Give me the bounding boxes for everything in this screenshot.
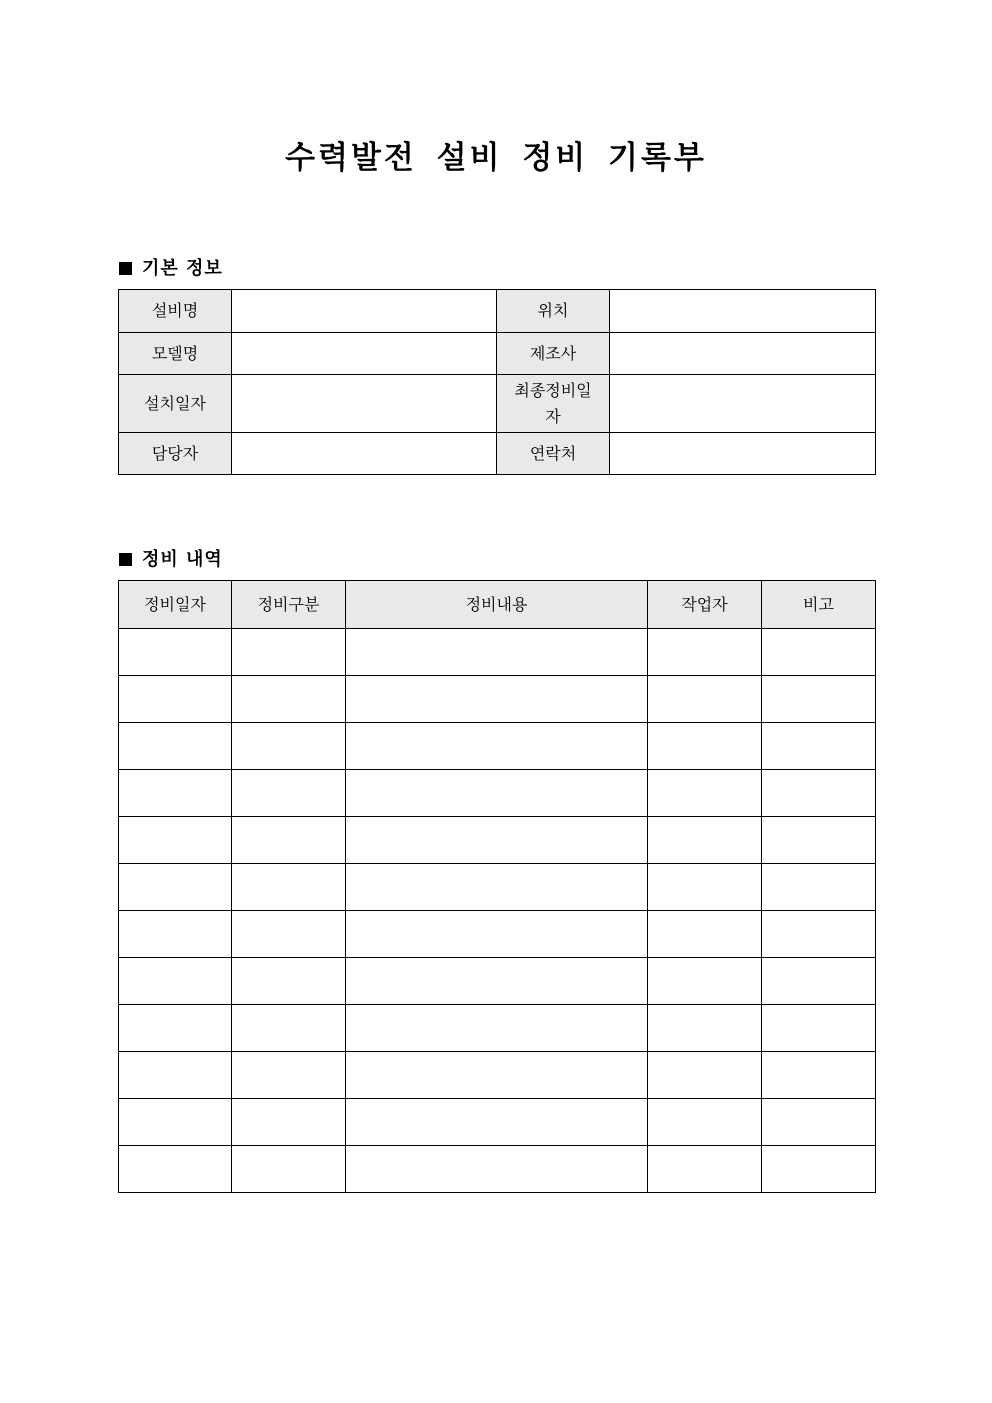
maintenance-records-table	[118, 580, 876, 1193]
details-cell[interactable]	[346, 676, 648, 723]
date-cell[interactable]	[119, 911, 232, 958]
label-model-name: 모델명	[119, 333, 232, 375]
worker-cell[interactable]	[648, 864, 762, 911]
type-cell[interactable]	[232, 817, 346, 864]
date-cell[interactable]	[119, 770, 232, 817]
table-row	[119, 333, 876, 375]
label-last-maintenance-date: 최종정비일자	[497, 375, 610, 433]
label-equipment-name: 설비명	[119, 290, 232, 333]
date-cell[interactable]	[119, 629, 232, 676]
date-cell[interactable]	[119, 723, 232, 770]
column-header-date: 정비일자	[119, 581, 232, 629]
basic-info-heading	[119, 254, 223, 280]
remarks-cell[interactable]	[762, 958, 876, 1005]
label-install-date: 설치일자	[119, 375, 232, 433]
contact-field[interactable]	[610, 433, 876, 475]
table-row	[119, 864, 876, 911]
date-cell[interactable]	[119, 1052, 232, 1099]
date-cell[interactable]	[119, 1005, 232, 1052]
details-cell[interactable]	[346, 1146, 648, 1193]
table-row	[119, 433, 876, 475]
type-cell[interactable]	[232, 864, 346, 911]
details-cell[interactable]	[346, 1099, 648, 1146]
maintenance-heading-text: 정비 내역	[142, 549, 223, 570]
remarks-cell[interactable]	[762, 1146, 876, 1193]
remarks-cell[interactable]	[762, 1005, 876, 1052]
type-cell[interactable]	[232, 1146, 346, 1193]
remarks-cell[interactable]	[762, 629, 876, 676]
date-cell[interactable]	[119, 676, 232, 723]
details-cell[interactable]	[346, 1005, 648, 1052]
table-row	[119, 629, 876, 676]
type-cell[interactable]	[232, 723, 346, 770]
manager-field[interactable]	[232, 433, 497, 475]
model-name-field[interactable]	[232, 333, 497, 375]
table-row	[119, 958, 876, 1005]
details-cell[interactable]	[346, 817, 648, 864]
type-cell[interactable]	[232, 629, 346, 676]
column-header-type: 정비구분	[232, 581, 346, 629]
table-row	[119, 1146, 876, 1193]
details-cell[interactable]	[346, 723, 648, 770]
label-contact: 연락처	[497, 433, 610, 475]
table-row	[119, 770, 876, 817]
basic-info-heading-text: 기본 정보	[142, 258, 223, 279]
date-cell[interactable]	[119, 1099, 232, 1146]
table-row	[119, 676, 876, 723]
table-row	[119, 723, 876, 770]
type-cell[interactable]	[232, 1099, 346, 1146]
type-cell[interactable]	[232, 770, 346, 817]
remarks-cell[interactable]	[762, 676, 876, 723]
remarks-cell[interactable]	[762, 864, 876, 911]
details-cell[interactable]	[346, 911, 648, 958]
table-row	[119, 911, 876, 958]
label-manufacturer: 제조사	[497, 333, 610, 375]
table-row	[119, 290, 876, 333]
remarks-cell[interactable]	[762, 1099, 876, 1146]
type-cell[interactable]	[232, 676, 346, 723]
details-cell[interactable]	[346, 1052, 648, 1099]
location-field[interactable]	[610, 290, 876, 333]
install-date-field[interactable]	[232, 375, 497, 433]
type-cell[interactable]	[232, 958, 346, 1005]
document-title: 수력발전 설비 정비 기록부	[285, 140, 707, 176]
details-cell[interactable]	[346, 864, 648, 911]
type-cell[interactable]	[232, 911, 346, 958]
date-cell[interactable]	[119, 1146, 232, 1193]
table-row	[119, 1052, 876, 1099]
basic-info-table	[118, 289, 876, 475]
remarks-cell[interactable]	[762, 723, 876, 770]
remarks-cell[interactable]	[762, 911, 876, 958]
type-cell[interactable]	[232, 1005, 346, 1052]
details-cell[interactable]	[346, 629, 648, 676]
column-header-details: 정비내용	[346, 581, 648, 629]
table-row	[119, 817, 876, 864]
details-cell[interactable]	[346, 958, 648, 1005]
maintenance-heading	[119, 545, 223, 571]
type-cell[interactable]	[232, 1052, 346, 1099]
date-cell[interactable]	[119, 958, 232, 1005]
worker-cell[interactable]	[648, 629, 762, 676]
worker-cell[interactable]	[648, 770, 762, 817]
last-maintenance-date-field[interactable]	[610, 375, 876, 433]
equipment-name-field[interactable]	[232, 290, 497, 333]
worker-cell[interactable]	[648, 958, 762, 1005]
table-header-row	[119, 581, 876, 629]
date-cell[interactable]	[119, 817, 232, 864]
worker-cell[interactable]	[648, 723, 762, 770]
table-row	[119, 375, 876, 433]
details-cell[interactable]	[346, 770, 648, 817]
worker-cell[interactable]	[648, 1052, 762, 1099]
table-row	[119, 1099, 876, 1146]
column-header-worker: 작업자	[648, 581, 762, 629]
remarks-cell[interactable]	[762, 1052, 876, 1099]
remarks-cell[interactable]	[762, 817, 876, 864]
worker-cell[interactable]	[648, 676, 762, 723]
worker-cell[interactable]	[648, 1099, 762, 1146]
label-location: 위치	[497, 290, 610, 333]
square-bullet-icon	[119, 553, 132, 566]
worker-cell[interactable]	[648, 817, 762, 864]
manufacturer-field[interactable]	[610, 333, 876, 375]
worker-cell[interactable]	[648, 1146, 762, 1193]
maintenance-records-body	[119, 629, 876, 1193]
table-row	[119, 1005, 876, 1052]
worker-cell[interactable]	[648, 911, 762, 958]
square-bullet-icon	[119, 262, 132, 275]
remarks-cell[interactable]	[762, 770, 876, 817]
column-header-remarks: 비고	[762, 581, 876, 629]
date-cell[interactable]	[119, 864, 232, 911]
label-manager: 담당자	[119, 433, 232, 475]
worker-cell[interactable]	[648, 1005, 762, 1052]
